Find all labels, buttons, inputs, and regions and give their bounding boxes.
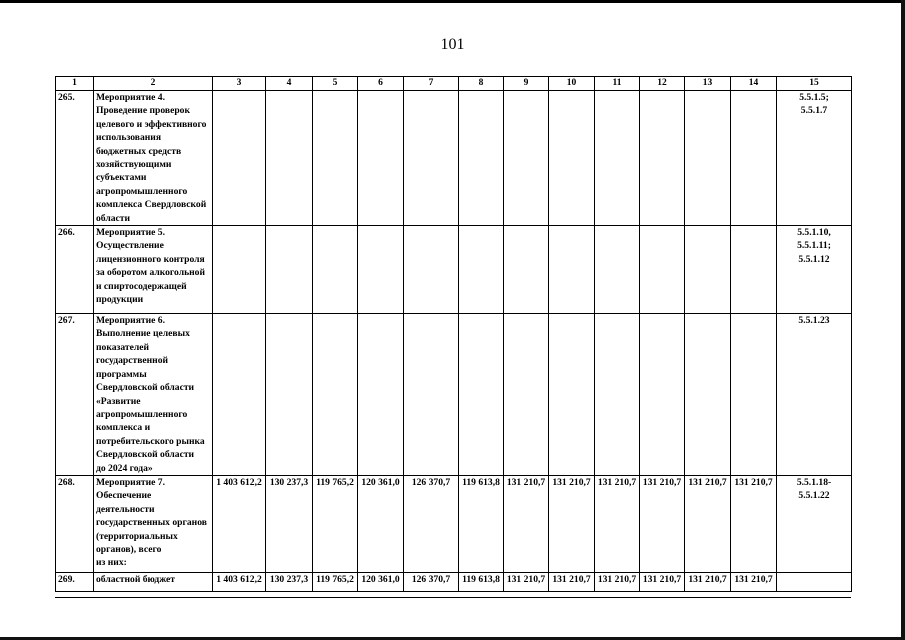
value-cell	[731, 314, 777, 476]
value-cell	[266, 314, 313, 476]
budget-table	[55, 76, 852, 592]
value-cell	[731, 91, 777, 226]
column-header: 7	[404, 77, 459, 91]
value-cell: 131 210,7	[595, 572, 640, 591]
value-cell	[213, 314, 266, 476]
table-row	[56, 314, 852, 476]
value-cell: 126 370,7	[404, 475, 459, 572]
target-reference: 5.5.1.18- 5.5.1.22	[777, 475, 852, 572]
column-header: 2	[94, 77, 213, 91]
value-cell: 130 237,3	[266, 572, 313, 591]
value-cell: 130 237,3	[266, 475, 313, 572]
value-cell: 119 765,2	[313, 572, 358, 591]
column-header: 4	[266, 77, 313, 91]
row-number: 266.	[56, 226, 94, 314]
value-cell: 131 210,7	[549, 572, 595, 591]
value-cell	[595, 226, 640, 314]
column-header: 1	[56, 77, 94, 91]
column-header: 9	[504, 77, 549, 91]
column-header: 11	[595, 77, 640, 91]
value-cell: 1 403 612,2	[213, 475, 266, 572]
value-cell	[358, 314, 404, 476]
row-number: 269.	[56, 572, 94, 591]
value-cell	[595, 314, 640, 476]
page-frame-top	[0, 0, 905, 3]
column-header: 13	[685, 77, 731, 91]
target-reference: 5.5.1.23	[777, 314, 852, 476]
table-row	[56, 572, 852, 591]
column-header: 14	[731, 77, 777, 91]
target-reference: 5.5.1.5; 5.5.1.7	[777, 91, 852, 226]
value-cell	[358, 226, 404, 314]
value-cell	[213, 91, 266, 226]
value-cell	[404, 226, 459, 314]
value-cell	[459, 91, 504, 226]
value-cell	[685, 314, 731, 476]
column-header: 3	[213, 77, 266, 91]
value-cell	[266, 91, 313, 226]
value-cell: 131 210,7	[549, 475, 595, 572]
table-row	[56, 475, 852, 572]
column-header: 5	[313, 77, 358, 91]
value-cell	[685, 91, 731, 226]
value-cell	[313, 91, 358, 226]
value-cell	[640, 91, 685, 226]
value-cell	[549, 226, 595, 314]
row-name: областной бюджет	[94, 572, 213, 591]
value-cell	[313, 314, 358, 476]
value-cell	[504, 226, 549, 314]
value-cell: 131 210,7	[731, 475, 777, 572]
row-number: 267.	[56, 314, 94, 476]
table-body	[56, 91, 852, 592]
value-cell: 131 210,7	[504, 572, 549, 591]
value-cell	[595, 91, 640, 226]
table-bottom-rule	[55, 597, 851, 598]
value-cell: 131 210,7	[640, 572, 685, 591]
row-number: 265.	[56, 91, 94, 226]
value-cell: 131 210,7	[685, 572, 731, 591]
value-cell: 119 613,8	[459, 572, 504, 591]
value-cell: 131 210,7	[504, 475, 549, 572]
value-cell	[459, 226, 504, 314]
table-row	[56, 226, 852, 314]
page-frame-right	[901, 0, 905, 640]
value-cell	[404, 91, 459, 226]
value-cell	[640, 314, 685, 476]
column-header: 10	[549, 77, 595, 91]
value-cell	[404, 314, 459, 476]
row-name: Мероприятие 4. Проведение проверок целевого и эффективного использования бюджетных средств хозяйствующими субъектами агропромышленного комплекса Свердловской области	[94, 91, 213, 226]
value-cell: 131 210,7	[685, 475, 731, 572]
value-cell	[549, 314, 595, 476]
value-cell: 119 765,2	[313, 475, 358, 572]
target-reference: 5.5.1.10, 5.5.1.11; 5.5.1.12	[777, 226, 852, 314]
value-cell: 126 370,7	[404, 572, 459, 591]
value-cell	[504, 91, 549, 226]
value-cell: 131 210,7	[640, 475, 685, 572]
value-cell: 1 403 612,2	[213, 572, 266, 591]
value-cell: 120 361,0	[358, 475, 404, 572]
column-header: 15	[777, 77, 852, 91]
value-cell	[731, 226, 777, 314]
value-cell: 131 210,7	[731, 572, 777, 591]
column-header: 8	[459, 77, 504, 91]
value-cell	[504, 314, 549, 476]
header-row	[56, 77, 852, 91]
column-header: 6	[358, 77, 404, 91]
value-cell	[266, 226, 313, 314]
row-number: 268.	[56, 475, 94, 572]
value-cell: 119 613,8	[459, 475, 504, 572]
target-reference	[777, 572, 852, 591]
row-name: Мероприятие 6. Выполнение целевых показателей государственной программы Свердловской области «Развитие агропромышленного комплекса и потребительского рынка Свердловской области до 2024 года»	[94, 314, 213, 476]
value-cell	[213, 226, 266, 314]
row-name: Мероприятие 5. Осуществление лицензионного контроля за оборотом алкогольной и спиртосодержащей продукции	[94, 226, 213, 314]
row-name: Мероприятие 7. Обеспечение деятельности государственных органов (территориальных органов), всего из них:	[94, 475, 213, 572]
value-cell	[459, 314, 504, 476]
value-cell	[549, 91, 595, 226]
page-number: 101	[440, 36, 465, 53]
value-cell: 120 361,0	[358, 572, 404, 591]
table-row	[56, 91, 852, 226]
value-cell	[640, 226, 685, 314]
value-cell	[313, 226, 358, 314]
value-cell: 131 210,7	[595, 475, 640, 572]
value-cell	[685, 226, 731, 314]
value-cell	[358, 91, 404, 226]
column-header: 12	[640, 77, 685, 91]
